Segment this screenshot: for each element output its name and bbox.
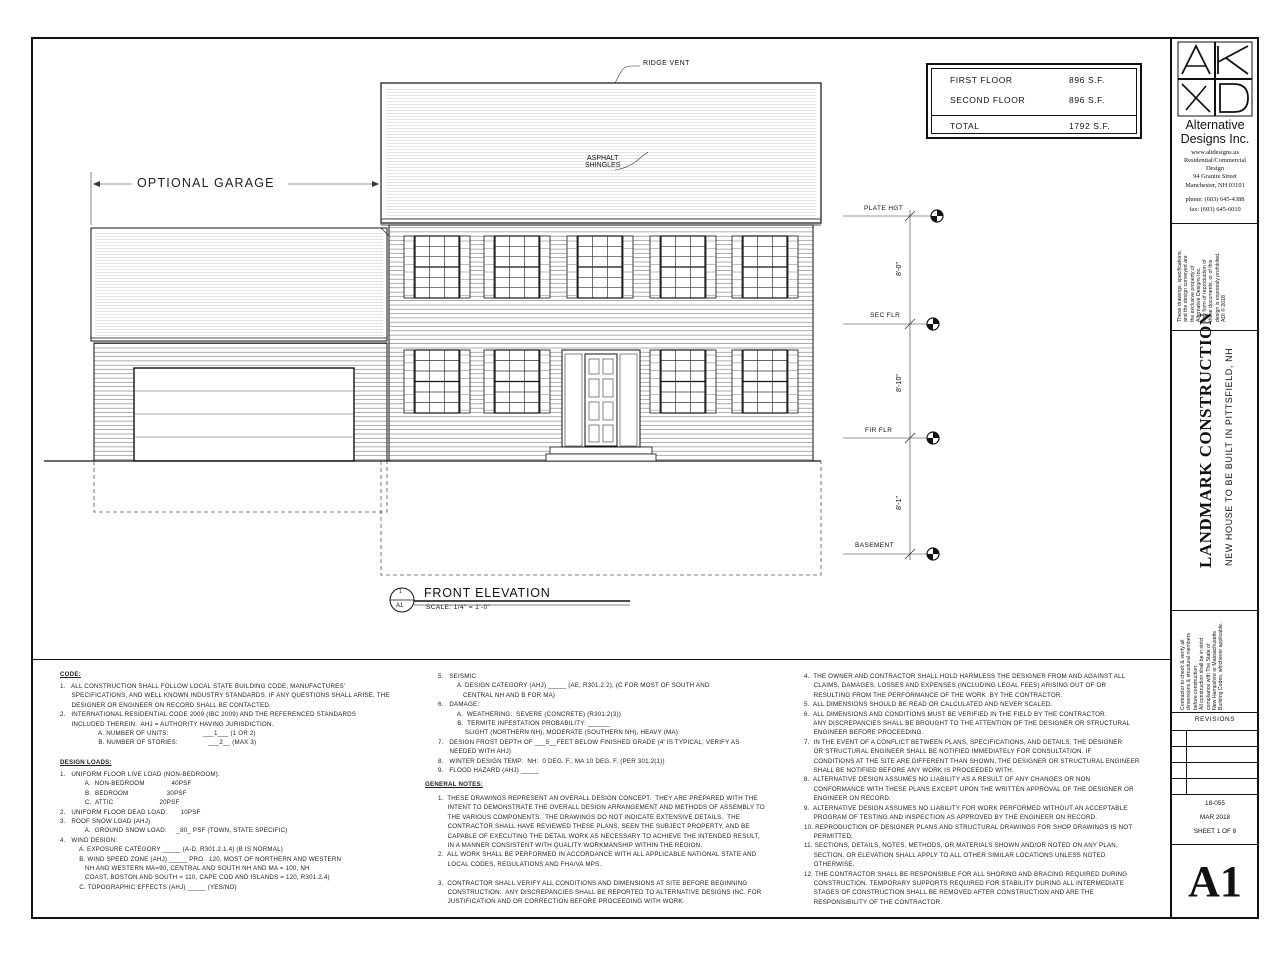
sheet-count: SHEET 1 OF 8 — [1193, 828, 1237, 835]
window — [404, 350, 470, 413]
revisions-table — [1172, 730, 1258, 794]
area-row-value: 896 S.F. — [1069, 95, 1105, 105]
seismic-notes: 5. SEISMIC A. DESIGN CATEGORY (AHJ) _____ (AE, R301.2.2), (C FOR MOST OF SOUTH AND CENTRAL NH AND B FOR MA) 6. DAMAGE: A. WEATHERING: SEVERE (CONCRETE) (R301.2(3)) B. TERMITE INFESTATION PROBABILITY: ______ SLIGHT (NORTHERN NH), MODERATE (SOUTHERN NH), HEAVY (MA) 7. DESIGN FROST DEPTH OF ___5__FEET BELOW FINISHED GRADE (4' IS TYPICAL; VERIFY AS NEEDED WITH AHJ) 8. WINTER DESIGN TEMP: NH: 0 DEG. F., MA 10 DEG. F. (PER 301.2(1)) 9. FLOOD HAZARD (AHJ) _____ — [438, 673, 740, 775]
firm-service-1: Residential/Commercial — [1183, 157, 1247, 164]
drawing-date: MAR 2018 — [1199, 814, 1231, 821]
design-loads-notes: 1. UNIFORM FLOOR LIVE LOAD (NON-BEDROOM): A. NON-BEDROOM 40PSF B. BEDROOM 30PSF C. ATTIC 20PSF 2. UNIFORM FLOOR DEAD LOAD: 10PSF 3. ROOF SNOW LOAD (AHJ) A. GROUND SNOW LOAD: _80_ PSF (TOWN, STATE SPECIFIC) 4. WIND DESIGN: A. EXPOSURE CATEGORY _____ (A-D, R301.2.1.4) (B IS NORMAL) B. WIND SPEED ZONE (AHJ) _____ PRO 120, MOST OF NORTHERN AND WESTERN NH AND WESTERN MA=90, CENTRAL AND SOUTH NH AND MA = 100, NH COAST, BOSTON AND SOUTH = 110, CAPE COD AND ISLANDS = 120, R301.2.4) C. TOPOGRAPHIC EFFECTS (AHJ) _____ (YES/NO) — [60, 771, 342, 891]
firm-website: www.altdesigns.us — [1191, 149, 1239, 156]
code-header: CODE: — [60, 671, 81, 678]
level-label-sec-flr: SEC FLR — [870, 312, 901, 319]
asphalt-shingles-label: ASPHALT SHINGLES — [585, 155, 621, 169]
firm-street: 94 Granite Street — [1193, 173, 1237, 180]
contractor-note: Contractor to check & verify all dimensions & structural members before construction. All construction shall be in strict compliance with The State of New Hampshire or Massachusetts Building Codes, whichever applicable. — [1180, 622, 1225, 710]
window — [484, 236, 550, 298]
dim-lower: 8'-1" — [896, 496, 903, 510]
level-markers — [843, 210, 943, 560]
area-total-label: TOTAL — [950, 121, 980, 131]
garage-door — [134, 368, 354, 461]
project-description: NEW HOUSE TO BE BUILT IN PITTSFIELD, NH — [1224, 347, 1234, 566]
firm-logo — [1176, 40, 1254, 118]
design-loads-header: DESIGN LOADS: — [60, 759, 112, 766]
callout-sheet: A1 — [396, 603, 404, 609]
general-notes-header: GENERAL NOTES: — [425, 781, 484, 788]
notes-divider — [31, 659, 1172, 660]
client-name: LANDMARK CONSTRUCTION — [1196, 312, 1215, 568]
ridge-vent-label: RIDGE VENT — [643, 60, 690, 67]
firm-fax: fax: (603) 645-6010 — [1189, 206, 1241, 213]
area-table — [926, 63, 1142, 139]
general-notes-continued: 4. THE OWNER AND CONTRACTOR SHALL HOLD HARMLESS THE DESIGNER FROM AND AGAINST ALL CLAIMS, DAMAGES, LOSSES AND EXPENSES (INCLUDING LEGAL FEES) ARISING OUT OF OR RESULTING FROM THE PERFORMANCE OF THE WORK BY THE CONTRACTOR. 5. ALL DIMENSIONS SHOULD BE READ OR CALCULATED AND NEVER SCALED. 6. ALL DIMENSIONS AND CONDITIONS MUST BE VERIFIED IN THE FIELD BY THE CONTRACTOR. ANY DISCREPANCIES SHALL BE BROUGHT TO THE ATTENTION OF THE DESIGNER OR STRUCTURAL ENGINEER BEFORE PROCEEDING. 7. IN THE EVENT OF A CONFLICT BETWEEN PLANS, SPECIFICATIONS, AND DETAILS, THE DESIGNER OR STRUCTURAL ENGINEER SHALL BE NOTIFIED IMMEDIATELY FOR CONSULTATION. IF CONDITIONS AT THE SITE ARE DIFFERENT THAN SHOWN, THE DESIGNER OR STRUCTURAL ENGINEER SHALL BE NOTIFIED BEFORE ANY WORK IS PROCEEDED WITH. 8. ALTERNATIVE DESIGN ASSUMES NO LIABILITY AS A RESULT OF ANY CHANGES OR NON CONFORMANCE WITH THESE PLANS EXCEPT UPON THE WRITTEN APPROVAL OF THE DESIGNER OR ENGINEER ON RECORD. 9. ALTERNATIVE DESIGN ASSUMES NO LIABILITY FOR WORK PERFORMED WITHOUT AN ACCEPTABLE PROGRAM OF TESTING AND INSPECTION AS APPROVED BY THE ENGINEER ON RECORD. 10. REPRODUCTION OF DESIGNER PLANS AND STRUCTURAL DRAWINGS FOR SHOP DRAWINGS IS NOT PERMITTED. 11. SECTIONS, DETAILS, NOTES, METHODS, OR MATERIALS SHOWN AND/OR NOTED ON ANY PLAN, SECTION, OR ELEVATION SHALL APPLY TO ALL OTHER SIMILAR LOCATIONS UNLESS NOTED OTHERWISE. 12. THE CONTRACTOR SHALL BE RESPONSIBLE FOR ALL SHORING AND BRACING REQUIRED DURING CONSTRUCTION. TEMPORARY SUPPORTS REQUIRED FOR STABILITY DURING ALL INTERMEDIATE STAGES OF CONSTRUCTION SHALL BE REMOVED AFTER CONSTRUCTION AND ARE THE RESPONSIBILITY OF THE CONTRACTOR. — [804, 673, 1140, 906]
firm-name-line2: Designs Inc. — [1180, 132, 1250, 146]
firm-name-line1: Alternative — [1185, 118, 1245, 132]
level-label-basement: BASEMENT — [855, 542, 894, 549]
area-row-label: SECOND FLOOR — [950, 95, 1026, 105]
front-door — [562, 350, 640, 447]
dim-upper: 8'-0" — [896, 262, 903, 276]
window — [650, 236, 716, 298]
window — [567, 236, 633, 298]
area-row-value: 896 S.F. — [1069, 75, 1105, 85]
view-scale: SCALE: 1/4" = 1'-0" — [426, 604, 491, 611]
level-label-plate: PLATE HGT — [864, 205, 904, 212]
window — [404, 236, 470, 298]
job-number: 18-055 — [1205, 800, 1225, 807]
view-title: FRONT ELEVATION — [424, 586, 551, 600]
window — [650, 350, 716, 413]
optional-garage-label: OPTIONAL GARAGE — [137, 176, 275, 190]
dim-middle: 8'-10" — [896, 374, 903, 392]
level-label-fir-flr: FIR FLR — [865, 427, 893, 434]
copyright-notice: These drawings, specifications, and the design conveyed are the exclusive property of Alternative Designs Inc. Any form of reproduction of these documents, or of this design is expressly prohibited. ADI © 2018 — [1177, 249, 1228, 322]
sheet-number: A1 — [1188, 857, 1242, 906]
area-row-label: FIRST FLOOR — [950, 75, 1013, 85]
window — [732, 350, 798, 413]
firm-city: Manchester, NH 03101 — [1185, 182, 1245, 189]
firm-service-2: Design — [1205, 165, 1225, 172]
general-notes: 1. THESE DRAWINGS REPRESENT AN OVERALL DESIGN CONCEPT. THEY ARE PREPARED WITH THE INTENT TO DEMONSTRATE THE OVERALL DESIGN ARRANGEMENT AND METHODS OF ASSEMBLY TO THE VARIOUS COMPONENTS. THE DRAWINGS DO NOT INDICATE EXTENSIVE DETAILS. THE CONTRACTOR SHALL HAVE REVIEWED THESE PLANS, SEEN THE SUBJECT PROPERTY, AND BE CAPABLE OF EXECUTING THE DETAIL WORK AS NECESSARY TO ACHIEVE THE INTENDED RESULT, IN A MANNER CONSISTENT WITH QUALITY WORKMANSHIP WITHIN THE REGION. 2. ALL WORK SHALL BE PERFORMED IN ACCORDANCE WITH ALL APPLICABLE NATIONAL STATE AND LOCAL CODES, REGULATIONS AND FHA/VA MPS. 3. CONTRACTOR SHALL VERIFY ALL CONDITIONS AND DIMENSIONS AT SITE BEFORE BEGINNING CONSTRUCTION. ANY DISCREPANCIES SHALL BE REPORTED TO ALTERNATIVE DESIGNS INC. FOR JUSTIFICATION AND OR CORRECTION BEFORE PROCEEDING WITH WORK. — [438, 795, 765, 906]
revisions-header: REVISIONS — [1194, 716, 1236, 723]
firm-phone: phone: (603) 645-4388 — [1185, 196, 1245, 203]
callout-number: 1 — [399, 589, 402, 595]
code-notes: 1. ALL CONSTRUCTION SHALL FOLLOW LOCAL STATE BUILDING CODE, MANUFACTURES' SPECIFICATIONS, AND WELL KNOWN INDUSTRY STANDARDS. IF ANY QUESTIONS SHALL ARISE, THE DESIGNER OR ENGINEER ON RECORD SHALL BE CONTACTED. 2. INTERNATIONAL RESIDENTIAL CODE 2009 (IBC 2009) AND THE REFERENCED STANDARDS INCLUDED THEREIN. AHJ = AUTHORITY HAVING JURISDICTION. A. NUMBER OF UNITS: ___1___ (1 OR 2) B. NUMBER OF STORIES: ___2__ (MAX 3) — [60, 683, 390, 747]
area-total-value: 1792 S.F. — [1069, 121, 1111, 131]
window — [732, 236, 798, 298]
window — [484, 350, 550, 413]
